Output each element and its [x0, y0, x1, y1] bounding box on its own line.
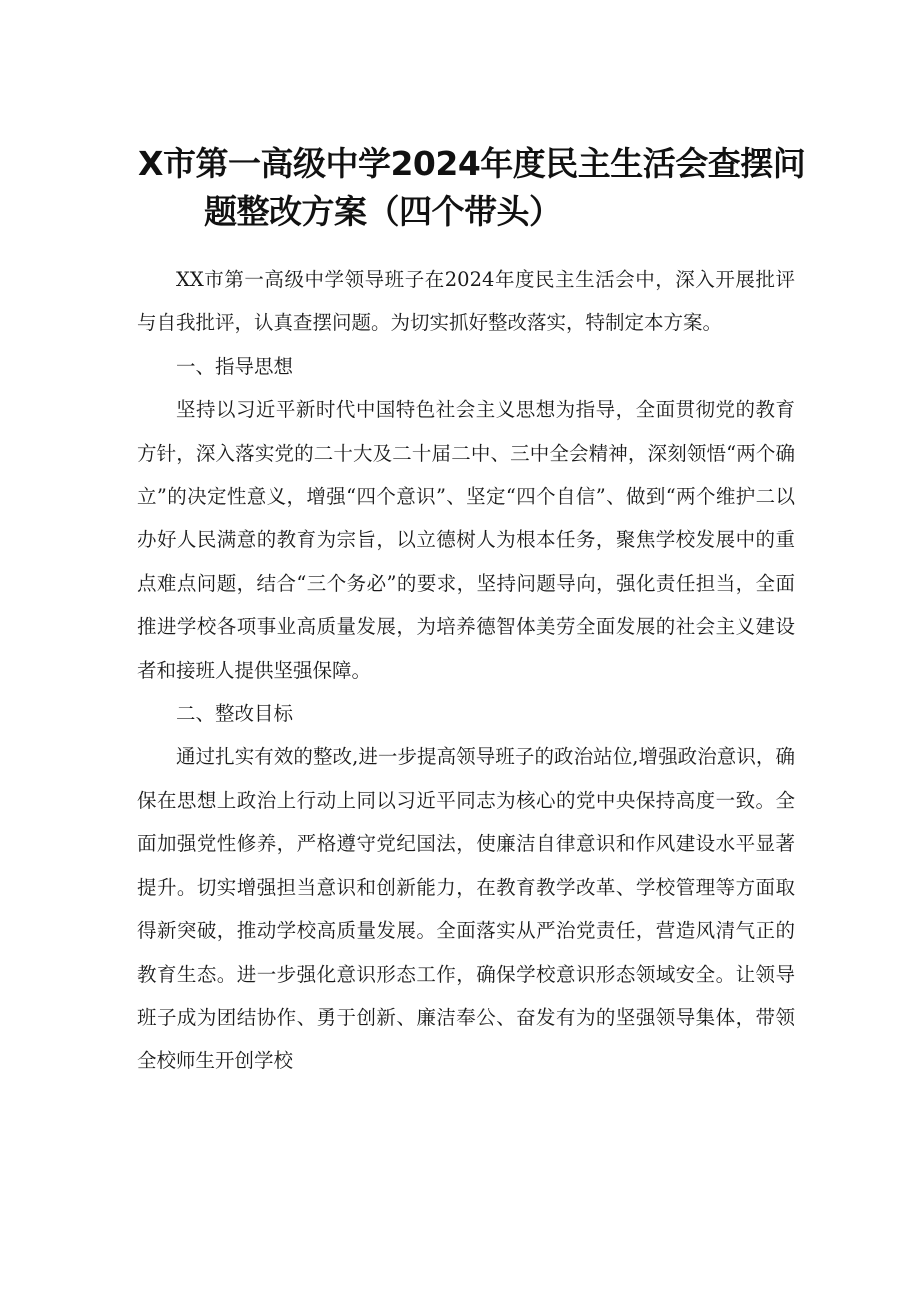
guiding-ideology-paragraph: 坚持以习近平新时代中国特色社会主义思想为指导，全面贯彻党的教育方针，深入落实党的二十大及二十届二中、三中全会精神，深刻领悟“两个确立”的决定性意义，增强“四个意识”、坚定“四个自信”、做到“两个维护二以办好人民满意的教育为宗旨，以立德树人为根本任务，聚焦学校发展中的重点难点问题，结合“三个务必”的要求，坚持问题导向，强化责任担当，全面推进学校各项事业高质量发展，为培养德智体美劳全面发展的社会主义建设者和接班人提供坚强保障。 — [137, 398, 795, 682]
rectification-goals-paragraph: 通过扎实有效的整改,进一步提高领导班子的政治站位,增强政治意识，确保在思想上政治上行动上同以习近平同志为核心的党中央保持高度一致。全面加强党性修养，严格遵守党纪国法，使廉洁自律意识和作风建设水平显著提升。切实增强担当意识和创新能力，在教育教学改革、学校管理等方面取得新突破，推动学校高质量发展。全面落实从严治党责任，营造风清气正的教育生态。进一步强化意识形态工作，确保学校意识形态领域安全。让领导班子成为团结协作、勇于创新、廉洁奉公、奋发有为的坚强领导集体，带领全校师生开创学校 — [137, 745, 795, 1073]
intro-paragraph: XX市第一高级中学领导班子在2024年度民主生活会中，深入开展批评与自我批评，认真查摆问题。为切实抓好整改落实，特制定本方案。 — [137, 268, 795, 335]
title-line-2: 题整改方案（四个带头） — [204, 192, 562, 231]
document-body — [137, 258, 795, 1083]
section-heading-rectification-goals: 二、整改目标 — [176, 702, 294, 726]
section-heading-guiding-ideology: 一、指导思想 — [176, 354, 294, 378]
title-line-1: X市第一高级中学2024年度民主生活会查摆问 — [138, 144, 806, 183]
document-title — [138, 140, 806, 236]
